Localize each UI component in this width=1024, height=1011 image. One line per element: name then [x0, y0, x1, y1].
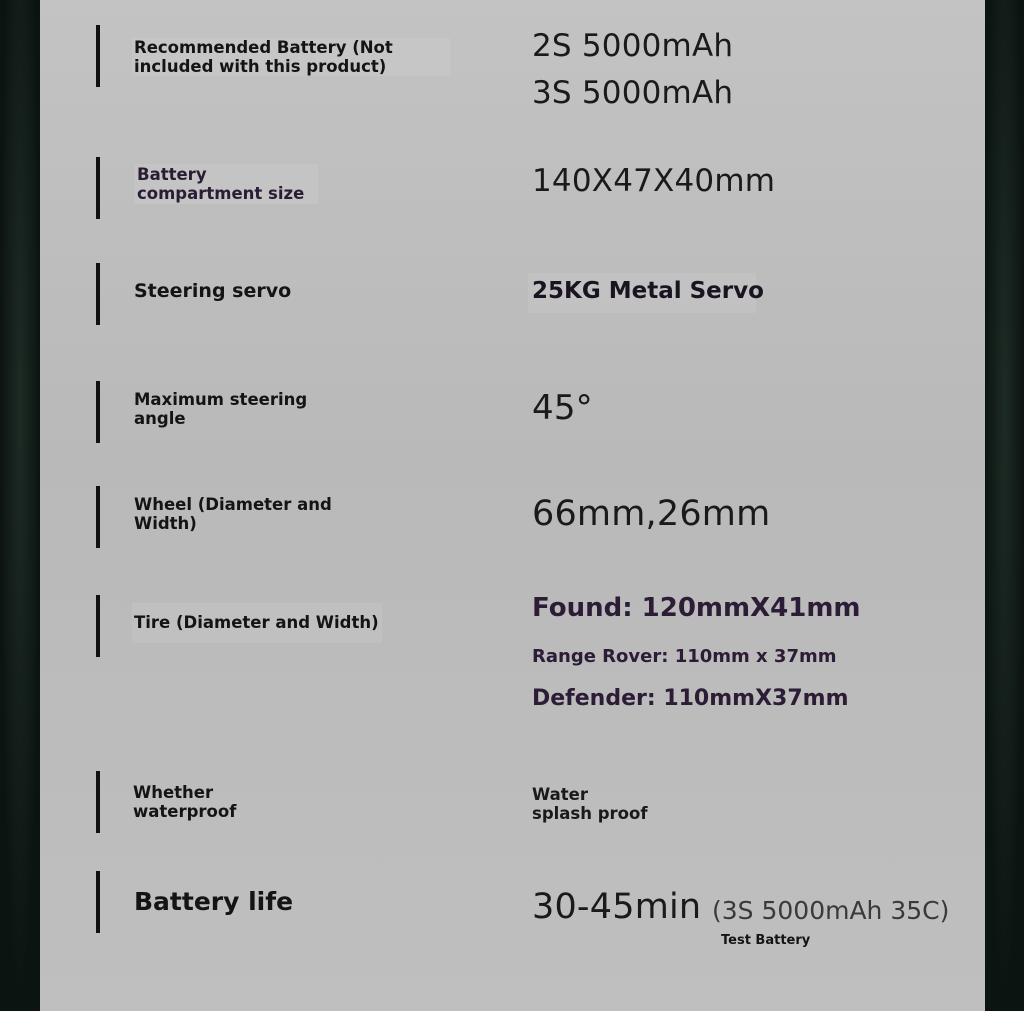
row-marker	[96, 263, 100, 325]
spec-value-steering-angle: 45°	[532, 388, 593, 428]
spec-panel	[40, 0, 985, 1011]
spec-value-tire-defender: Defender: 110mmX37mm	[532, 686, 849, 711]
spec-label-servo: Steering servo	[134, 280, 292, 302]
spec-value-test-battery-caption: Test Battery	[721, 933, 811, 948]
spec-label-waterproof: Whether waterproof	[133, 783, 237, 821]
background-left	[0, 0, 40, 1011]
row-marker	[96, 381, 100, 443]
spec-value-tire-found: Found: 120mmX41mm	[532, 593, 861, 623]
spec-value-tire-range-rover: Range Rover: 110mm x 37mm	[532, 646, 837, 667]
spec-label-compartment: Battery compartment size	[137, 165, 305, 203]
row-marker	[96, 595, 100, 657]
spec-value-test-battery-spec: (3S 5000mAh 35C)	[712, 896, 950, 925]
spec-value-battery-2s: 2S 5000mAh	[532, 28, 734, 64]
spec-label-battery-life: Battery life	[134, 887, 294, 916]
row-marker	[96, 486, 100, 548]
spec-label-battery: Recommended Battery (Not included with this product)	[134, 38, 393, 76]
spec-value-battery-3s: 3S 5000mAh	[532, 75, 734, 111]
spec-value-compartment: 140X47X40mm	[532, 163, 776, 199]
background-right	[985, 0, 1024, 1011]
row-marker	[96, 771, 100, 833]
spec-label-tire: Tire (Diameter and Width)	[134, 613, 379, 632]
spec-value-servo: 25KG Metal Servo	[532, 278, 764, 304]
row-marker	[96, 871, 100, 933]
spec-value-battery-life: 30-45min	[532, 887, 702, 927]
row-marker	[96, 25, 100, 87]
spec-label-steering-angle: Maximum steering angle	[134, 390, 308, 428]
spec-label-wheel: Wheel (Diameter and Width)	[134, 495, 332, 533]
spec-value-waterproof: Water splash proof	[532, 785, 648, 823]
spec-value-wheel: 66mm,26mm	[532, 494, 771, 534]
row-marker	[96, 157, 100, 219]
